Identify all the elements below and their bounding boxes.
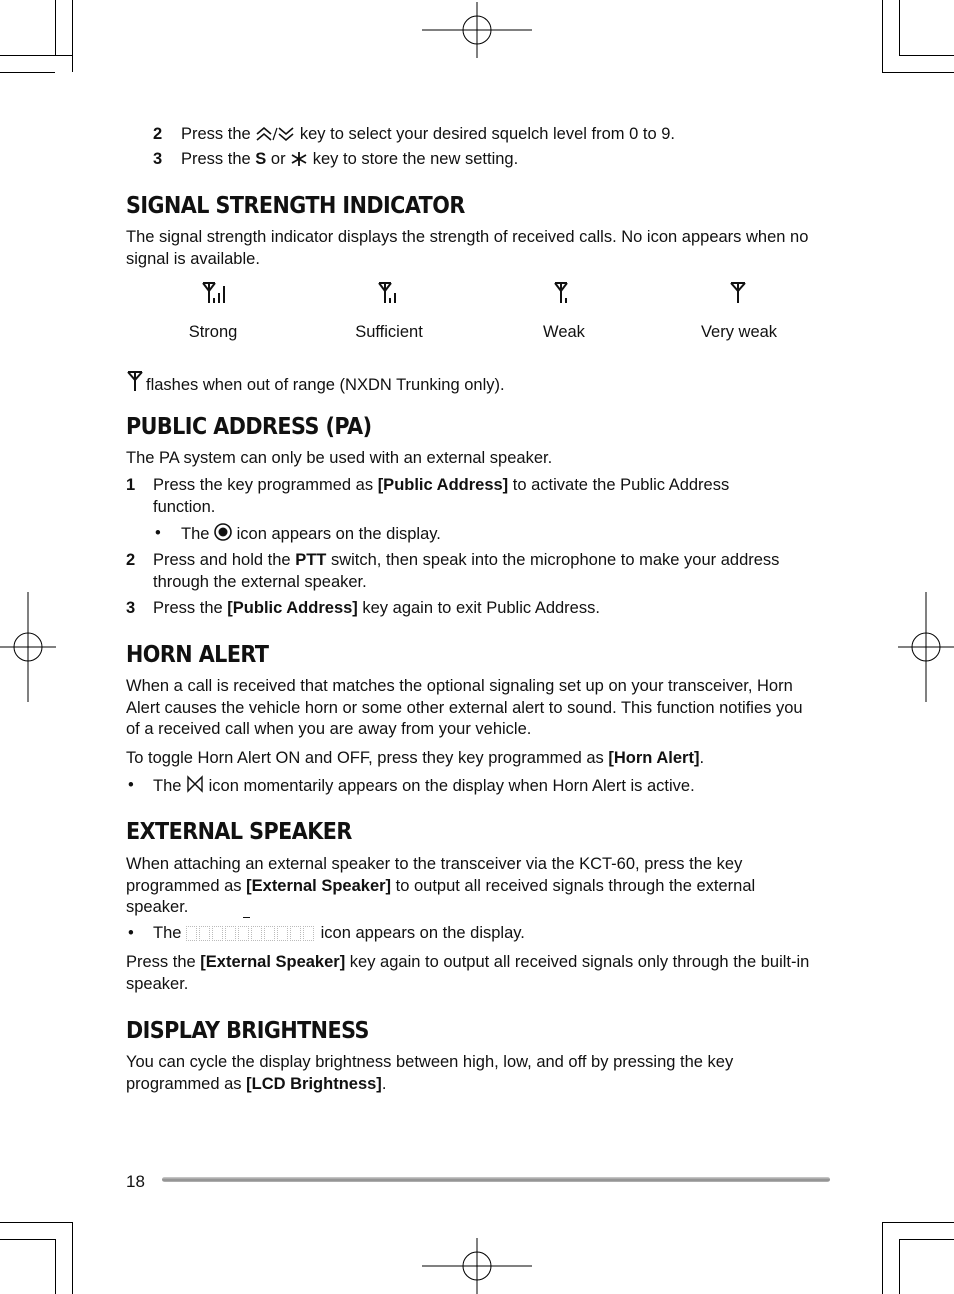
bullet-text: The icon appears on the display. [181,525,441,543]
signal-description: The signal strength indicator displays the strength of received calls. No icon appears when no signal is available. [126,228,809,268]
horn-toggle-text: To toggle Horn Alert ON and OFF, press they key programmed as [Horn Alert]. [126,749,705,767]
crop-mark [882,1222,954,1223]
crop-mark [55,0,56,55]
step-text: Press the [Public Address] key again to exit Public Address. [153,599,600,617]
bullet: • [128,924,134,942]
crop-mark [0,55,72,56]
bullet-text: The icon appears on the display. [153,923,843,945]
crop-mark [0,1239,55,1240]
step-number: 3 [153,150,163,168]
star-key-icon [290,151,308,167]
antenna-icon [126,370,146,392]
step-number: 2 [126,551,136,569]
crop-mark [0,72,55,73]
external-speaker-description: When attaching an external speaker to the transceiver via the KCT-60, press the key programmed as [External Speaker] to output all received signals through the external speaker. [126,855,756,916]
step-number: 2 [153,125,163,143]
crop-mark [72,1222,73,1294]
horn-description: When a call is received that matches the optional signaling set up on your transceiver, Horn Alert causes the vehicle horn or some other external alert to sound. This function notifies you of a received call when you are away from your vehicle. [126,677,803,738]
pa-icon [214,523,232,541]
bullet-text: The icon momentarily appears on the display when Horn Alert is active. [153,777,695,795]
display-brightness-description: You can cycle the display brightness between high, low, and off by pressing the key programmed as [LCD Brightness]. [126,1053,734,1093]
step-number: 3 [126,599,136,617]
bullet: • [155,524,161,542]
crop-mark [72,0,73,72]
signal-strong-icon [201,281,229,305]
page-number: 18 [126,1172,145,1191]
crop-mark [882,1222,883,1294]
signal-flash-note: flashes when out of range (NXDN Trunking only). [126,370,826,397]
crop-mark [899,0,900,55]
step-text: Press the S or key to store the new setting. [181,150,519,168]
crop-mark [882,72,954,73]
pa-intro: The PA system can only be used with an external speaker. [126,449,553,467]
crop-mark [899,55,954,56]
signal-label: Strong [188,323,238,341]
step-number: 1 [126,476,136,494]
section-heading-display-brightness: DISPLAY BRIGHTNESS [126,1018,369,1044]
section-heading-public-address: PUBLIC ADDRESS (PA) [126,414,372,440]
step-text: Press the key to select your desired squelch level from 0 to 9. [181,125,675,143]
external-speaker-off-text: Press the [External Speaker] key again to output all received signals only through the built-in speaker. [126,953,810,993]
step-text: Press the key programmed as [Public Address] to activate the Public Address function. [153,476,730,516]
signal-label: Sufficient [355,323,423,341]
crop-mark [0,1222,72,1223]
horn-alert-icon [186,775,204,793]
section-heading-signal-strength: SIGNAL STRENGTH INDICATOR [126,193,465,219]
registration-mark-icon [898,592,954,702]
lcd-segment-display-icon [186,923,316,945]
registration-mark-icon [422,2,532,58]
section-heading-horn-alert: HORN ALERT [126,642,269,668]
registration-mark-icon [422,1238,532,1294]
signal-label: Very weak [700,323,778,341]
signal-label: Weak [543,323,585,341]
registration-mark-icon [0,592,56,702]
signal-weak-icon [553,281,581,305]
step-text: Press and hold the PTT switch, then speak into the microphone to make your address through the external speaker. [153,551,780,591]
crop-mark [55,1239,56,1294]
signal-very-weak-icon [729,281,757,305]
crop-mark [899,1239,954,1240]
crop-mark [882,0,883,72]
bullet: • [128,776,134,794]
section-heading-external-speaker: EXTERNAL SPEAKER [126,819,352,845]
footer-rule [162,1177,830,1182]
crop-mark [899,1239,900,1294]
signal-sufficient-icon [377,281,405,305]
up-down-key-icon [255,126,295,142]
